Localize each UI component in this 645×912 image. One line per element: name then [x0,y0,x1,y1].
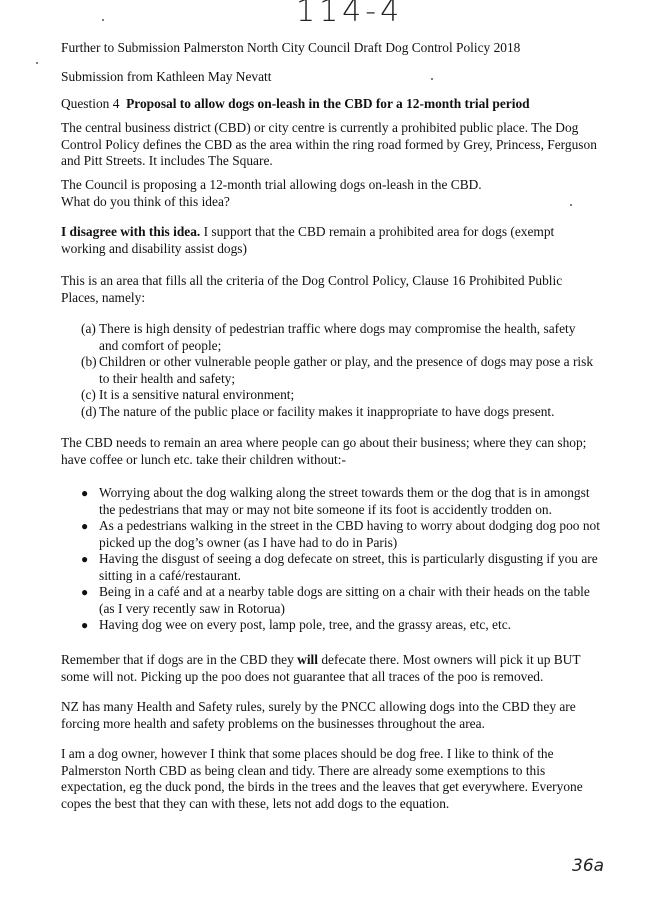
question-heading [61,96,581,113]
criteria-intro-paragraph: This is an area that fills all the criteria of the Dog Control Policy, Clause 16 Prohibited Public Places, namely: [61,273,563,305]
criteria-item: (b) Children or other vulnerable people gather or play, and the presence of dogs may pose a risk to their health and safety; [81,354,594,386]
criteria-marker: (b) [81,354,97,369]
concern-item: ● Worrying about the dog walking along the street towards them or the dog that is in amongst the pedestrians that may or may not bite someone if its foot is accidently trodden on. [81,485,590,517]
intro-paragraph: The central business district (CBD) or city centre is currently a prohibited public place. The Dog Control Policy defines the CBD as the area within the ring road formed by Grey, Princess, Ferguson and Pitt Streets. It includes The Square. [61,120,597,168]
bullet-icon: ● [81,618,89,632]
submitter-line: Submission from Kathleen May Nevatt [61,69,272,84]
bullet-icon: ● [81,519,89,533]
handwritten-page-reference: 36a [572,856,605,876]
answer-paragraph: I disagree with this idea. I support that the CBD remain a prohibited area for dogs (exempt working and disability assist dogs) [61,224,555,256]
criteria-item: (c) It is a sensitive natural environment; [81,387,295,402]
scan-speck [102,19,104,21]
remember-paragraph: Remember that if dogs are in the CBD they will defecate there. Most owners will pick it up BUT some will not. Picking up the poo does not guarantee that all traces of the poo is removed. [61,652,581,684]
business-intro-paragraph: The CBD needs to remain an area where people can go about their business; where they can shop; have coffee or lunch etc. take their children without:- [61,435,587,467]
criteria-item: (d) The nature of the public place or facility makes it inappropriate to have dogs present. [81,403,555,419]
bullet-icon: ● [81,552,89,566]
scan-speck [36,62,38,64]
question-number: Question 4 [61,96,120,111]
emphasis-will: will [297,652,318,667]
criteria-marker: (c) [81,387,96,402]
concern-item: ● Being in a café and at a nearby table dogs are sitting on a chair with their heads on the table (as I very recently saw in Rotorua) [81,584,590,616]
health-safety-paragraph: NZ has many Health and Safety rules, surely by the PNCC allowing dogs into the CBD they are forcing more health and safety problems on the businesses throughout the area. [61,699,576,731]
concern-item: ● Having the disgust of seeing a dog defecate on street, this is particularly disgusting if you are sitting in a café/restaurant. [81,551,598,583]
bullet-icon: ● [81,486,89,500]
criteria-list [81,321,593,420]
answer-position: I disagree with this idea. [61,224,201,239]
closing-paragraph: I am a dog owner, however I think that some places should be dog free. I like to think of the Palmerston North CBD as being clean and tidy. There are already some exemptions to this expectation, eg the duck pond, the birds in the trees and the leaves that get everywhere. Everyone copes the best that they can with these, lets not add dogs to the equation. [61,746,583,811]
criteria-marker: (a) [81,321,96,336]
bullet-icon: ● [81,585,89,599]
handwritten-reference-number: 114-4 [296,0,404,29]
question-title: Proposal to allow dogs on-leash in the CBD for a 12-month trial period [126,96,530,111]
concern-item: ● As a pedestrians walking in the street in the CBD having to worry about dodging dog poo not picked up the dog’s owner (as I have had to do in Paris) [81,518,600,550]
criteria-marker: (d) [81,403,97,419]
criteria-item: (a) There is high density of pedestrian traffic where dogs may compromise the health, safety and comfort of people; [81,321,576,353]
concern-item: ● Having dog wee on every post, lamp pole, tree, and the grassy areas, etc, etc. [81,617,511,632]
further-submission-line: Further to Submission Palmerston North City Council Draft Dog Control Policy 2018 [61,40,521,55]
proposal-paragraph: The Council is proposing a 12-month trial allowing dogs on-leash in the CBD. What do you think of this idea? [61,177,482,209]
concerns-bullet-list [81,485,600,634]
